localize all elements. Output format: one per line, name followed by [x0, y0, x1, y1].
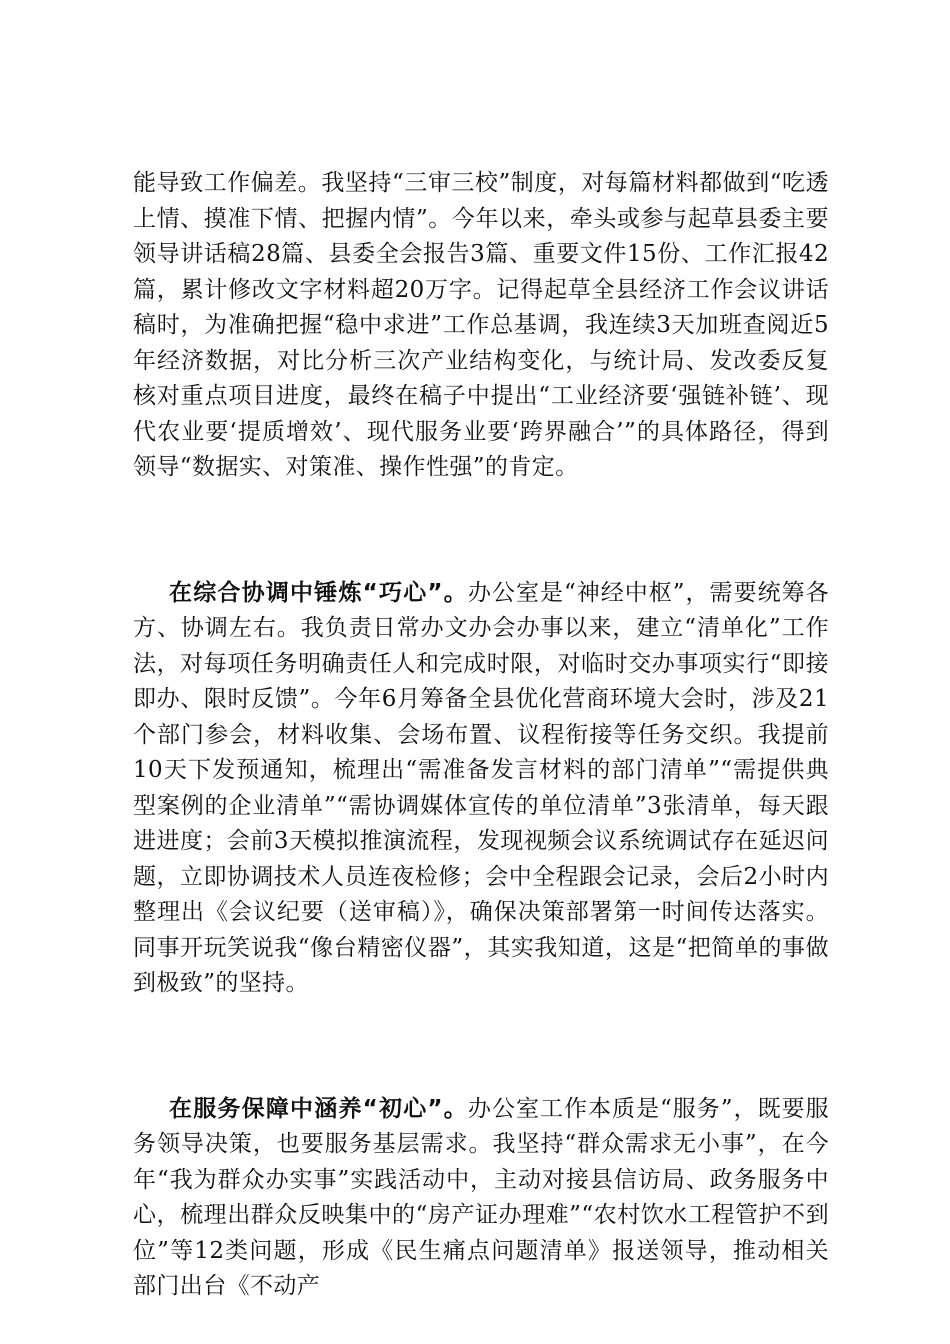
paragraph-text: 办公室工作本质是“服务”，既要服务领导决策，也要服务基层需求。我坚持“群众需求无小事”，在今年“我为群众办实事”实践活动中，主动对接县信访局、政务服务中心，梳理出群众反映集中的“房产证办理难”“农村饮水工程管护不到位”等12类问题，形成《民生痛点问题清单》报送领导，推动相关部门出台《不动产	[133, 1095, 829, 1299]
document-body	[133, 166, 829, 1305]
paragraph-text: 能导致工作偏差。我坚持“三审三校”制度，对每篇材料都做到“吃透上情、摸准下情、把握内情”。今年以来，牵头或参与起草县委主要领导讲话稿28篇、县委全会报告3篇、重要文件15份、工作汇报42篇，累计修改文字材料超20万字。记得起草全县经济工作会议讲话稿时，为准确把握“稳中求进”工作总基调，我连续3天加班查阅近5年经济数据，对比分析三次产业结构变化，与统计局、发改委反复核对重点项目进度，最终在稿子中提出“工业经济要‘强链补链’、现代农业要‘提质增效’、现代服务业要‘跨界融合’”的具体路径，得到领导“数据实、对策准、操作性强”的肯定。	[133, 170, 829, 480]
paragraph-writing-work	[133, 166, 829, 486]
paragraph-heading: 在综合协调中锤炼“巧心”。	[169, 579, 468, 606]
paragraph-heading: 在服务保障中涵养“初心”。	[169, 1095, 468, 1122]
paragraph-service	[133, 1092, 829, 1305]
paragraph-text: 办公室是“神经中枢”，需要统筹各方、协调左右。我负责日常办文办会办事以来，建立“清单化”工作法，对每项任务明确责任人和完成时限，对临时交办事项实行“即接即办、限时反馈”。今年6月筹备全县优化营商环境大会时，涉及21个部门参会，材料收集、会场布置、议程衔接等任务交织。我提前10天下发预通知，梳理出“需准备发言材料的部门清单”“需提供典型案例的企业清单”“需协调媒体宣传的单位清单”3张清单，每天跟进进度；会前3天模拟推演流程，发现视频会议系统调试存在延迟问题，立即协调技术人员连夜检修；会中全程跟会记录，会后2小时内整理出《会议纪要（送审稿）》，确保决策部署第一时间传达落实。同事开玩笑说我“像台精密仪器”，其实我知道，这是“把简单的事做到极致”的坚持。	[133, 579, 829, 996]
paragraph-coordination	[133, 576, 829, 1002]
